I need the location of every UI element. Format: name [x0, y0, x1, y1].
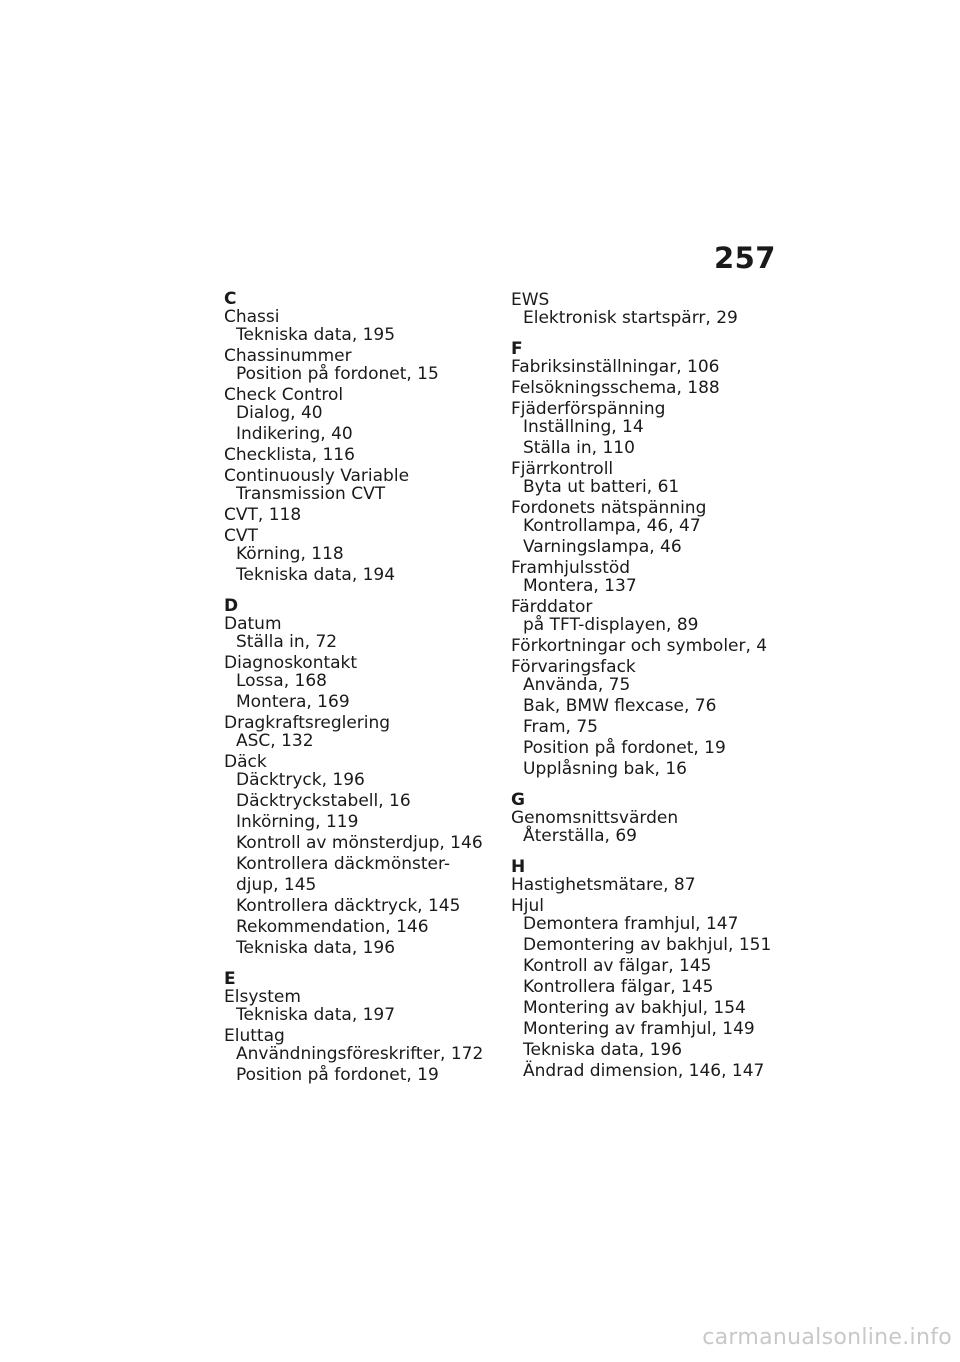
index-entry [511, 460, 781, 496]
index-sub-term: Rekommendation, 146 [236, 917, 429, 937]
index-sub-term: ASC, 132 [236, 731, 314, 751]
index-sub-term: Position på fordonet, 19 [236, 1065, 439, 1085]
index-entry [511, 876, 781, 894]
index-main-term: Elsystem [224, 987, 301, 1007]
section-letter: E [224, 969, 236, 989]
index-main-term: Genomsnittsvärden [511, 808, 679, 828]
index-entry [511, 291, 781, 327]
section-letter: C [224, 289, 237, 309]
index-entry [511, 658, 781, 778]
index-main-term: Fabriksinställningar, 106 [511, 357, 720, 377]
index-sub-term: Inställning, 14 [523, 417, 644, 437]
index-entry [224, 1027, 494, 1084]
index-sub-term: Inkörning, 119 [236, 812, 359, 832]
index-main-term: Framhjulsstöd [511, 558, 631, 578]
section-letter: H [511, 857, 526, 877]
index-section [511, 859, 781, 1080]
index-sub-term: Tekniska data, 196 [236, 938, 396, 958]
index-main-term: Hjul [511, 896, 545, 916]
index-column-right [511, 291, 781, 1080]
index-main-term: Chassinummer [224, 346, 352, 366]
index-entry [224, 506, 494, 524]
index-sub-term: Indikering, 40 [236, 424, 353, 444]
index-main-term: Färddator [511, 597, 593, 617]
index-sub-term: Byta ut batteri, 61 [523, 477, 680, 497]
section-letter: D [224, 596, 239, 616]
index-sub-term: Upplåsning bak, 16 [523, 759, 687, 779]
index-sub-term: Ändrad dimension, 146, 147 [523, 1061, 765, 1081]
index-entry [511, 637, 781, 655]
index-sub-term: Körning, 118 [236, 544, 344, 564]
index-sub-term: Tekniska data, 197 [236, 1005, 396, 1025]
index-sub-term: Ställa in, 110 [523, 438, 635, 458]
index-sub-term: Montera, 169 [236, 692, 350, 712]
index-entry [224, 446, 494, 464]
index-sub-term: Däcktryckstabell, 16 [236, 791, 411, 811]
index-sub-term: Tekniska data, 196 [523, 1040, 683, 1060]
index-entry [511, 598, 781, 634]
index-entry [511, 400, 781, 457]
index-sub-term: djup, 145 [236, 875, 317, 895]
index-sub-term: Kontroll av fälgar, 145 [523, 956, 712, 976]
index-main-term: Förkortningar och symboler, 4 [511, 636, 768, 656]
index-sub-term: Position på fordonet, 15 [236, 364, 439, 384]
index-sub-term: Användningsföreskrifter, 172 [236, 1044, 484, 1064]
index-sub-term: Position på fordonet, 19 [523, 738, 726, 758]
index-sub-term: Däcktryck, 196 [236, 770, 365, 790]
index-section [224, 598, 494, 957]
index-main-term: Checklista, 116 [224, 445, 355, 465]
index-column-left [224, 291, 494, 1084]
index-entry [511, 809, 781, 845]
index-sub-term: Bak, BMW flexcase, 76 [523, 696, 717, 716]
index-entry [224, 654, 494, 711]
index-main-term: Däck [224, 752, 267, 772]
index-sub-term: Tekniska data, 194 [236, 565, 396, 585]
index-sub-term: Kontrollera däckmönster- [236, 854, 451, 874]
index-sub-term: Varningslampa, 46 [523, 537, 682, 557]
index-sub-term: Demontera framhjul, 147 [523, 914, 739, 934]
index-main-term: CVT, 118 [224, 505, 302, 525]
index-sub-term: Fram, 75 [523, 717, 598, 737]
index-entry [224, 714, 494, 750]
index-sub-term: Montera, 137 [523, 576, 637, 596]
index-main-term: Felsökningsschema, 188 [511, 378, 720, 398]
index-entry [511, 379, 781, 397]
index-main-term: EWS [511, 290, 550, 310]
index-sub-term: Transmission CVT [236, 484, 386, 504]
index-section [511, 341, 781, 778]
index-entry [511, 897, 781, 1080]
index-sub-term: Montering av bakhjul, 154 [523, 998, 746, 1018]
index-main-term: Diagnoskontakt [224, 653, 358, 673]
index-main-term: Förvaringsfack [511, 657, 636, 677]
index-main-term: Eluttag [224, 1026, 285, 1046]
index-entry [224, 615, 494, 651]
index-sub-term: på TFT-displayen, 89 [523, 615, 699, 635]
index-entry [511, 499, 781, 556]
index-section [224, 971, 494, 1084]
index-entry [224, 308, 494, 344]
index-sub-term: Ställa in, 72 [236, 632, 338, 652]
index-main-term: CVT [224, 526, 258, 546]
index-sub-term: Kontrollampa, 46, 47 [523, 516, 701, 536]
index-section [511, 792, 781, 845]
section-letter: G [511, 790, 525, 810]
section-letter: F [511, 339, 523, 359]
index-entry [224, 988, 494, 1024]
index-main-term: Continuously Variable [224, 466, 410, 486]
index-sub-term: Kontroll av mönsterdjup, 146 [236, 833, 483, 853]
index-sub-term: Tekniska data, 195 [236, 325, 396, 345]
index-entry [511, 358, 781, 376]
index-sub-term: Återställa, 69 [523, 826, 637, 846]
index-entry [224, 527, 494, 584]
index-sub-term: Dialog, 40 [236, 403, 323, 423]
index-sub-term: Demontering av bakhjul, 151 [523, 935, 772, 955]
index-sub-term: Kontrollera fälgar, 145 [523, 977, 714, 997]
index-main-term: Hastighetsmätare, 87 [511, 875, 696, 895]
index-entry [511, 559, 781, 595]
index-sub-term: Montering av framhjul, 149 [523, 1019, 755, 1039]
index-section [511, 291, 781, 327]
index-entry [224, 753, 494, 957]
index-main-term: Fjäderförspänning [511, 399, 666, 419]
index-sub-term: Lossa, 168 [236, 671, 327, 691]
index-sub-term: Elektronisk startspärr, 29 [523, 308, 738, 328]
index-entry [224, 467, 494, 503]
index-main-term: Fordonets nätspänning [511, 498, 707, 518]
index-sub-term: Kontrollera däcktryck, 145 [236, 896, 461, 916]
page-number: 257 [713, 241, 776, 275]
index-sub-term: Använda, 75 [523, 675, 631, 695]
index-main-term: Dragkraftsreglering [224, 713, 391, 733]
index-main-term: Fjärrkontroll [511, 459, 614, 479]
index-entry [224, 347, 494, 383]
index-section [224, 291, 494, 584]
index-main-term: Chassi [224, 307, 280, 327]
watermark-text: carmanualsonline.info [702, 1325, 952, 1350]
index-main-term: Check Control [224, 385, 344, 405]
index-main-term: Datum [224, 614, 282, 634]
index-entry [224, 386, 494, 443]
